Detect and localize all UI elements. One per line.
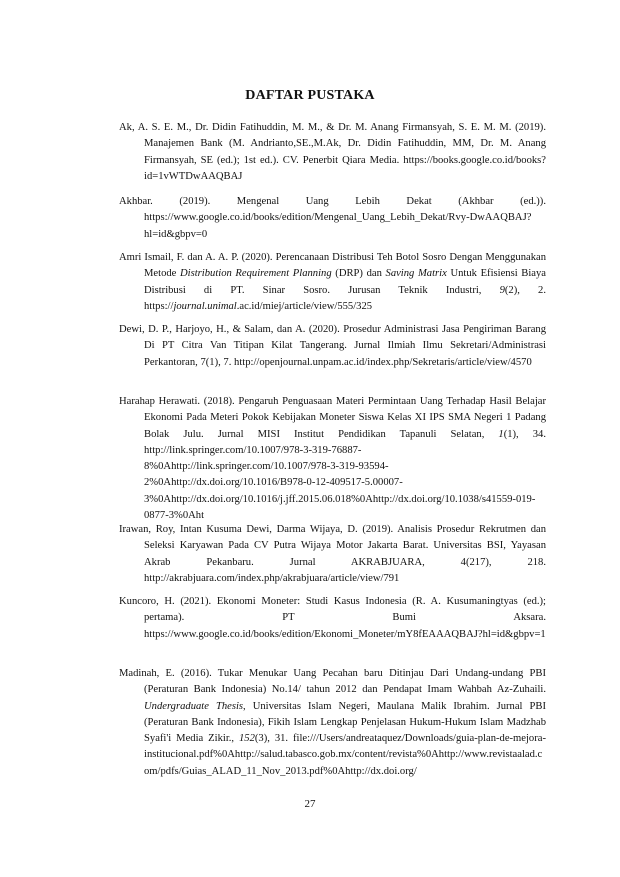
reference-entry xyxy=(119,250,546,315)
reference-text: (2), 2. https:// xyxy=(144,284,546,312)
reference-text: (1), 34. http://link.springer.com/10.1007/978-3-319-76887-8%0Ahttp://link.springer.com/10.1007/978-3-319-93594-2%0Ahttp://dx.doi.org/10.1016/B978-0-12-409517-5.00007-3%0Ahttp://dx.doi.org/10.1016/j.jff.2015.06.018%0Ahttp://dx.doi.org/10.1038/s41559-019-0877-3%0Aht xyxy=(144,428,546,522)
reference-text: Madinah, E. (2016). Tukar Menukar Uang Pecahan baru Ditinjau Dari Undang-undang PBI (Peraturan Bank Indonesia) No.14/ tahun 2012 dan Pendapat Imam Wahbah Az-Zuhaili. xyxy=(119,668,546,696)
reference-entry xyxy=(119,594,546,643)
reference-text: Irawan, Roy, Intan Kusuma Dewi, Darma Wijaya, D. (2019). Analisis Prosedur Rekrutmen dan Seleksi Karyawan Pada CV Putra Wijaya Motor Jakarta Barat. Universitas BSI, Yayasan Akrab Pekanbaru. Jurnal AKRABJUARA, 4(217), 218. http://akrabjuara.com/index.php/akrabjuara/article/view/791 xyxy=(119,524,546,584)
reference-text: (DRP) dan xyxy=(331,268,386,280)
reference-italic-text: journal.unimal xyxy=(173,300,237,312)
reference-italic-text: 9 xyxy=(499,284,505,296)
reference-text: .ac.id/miej/article/view/555/325 xyxy=(236,300,373,312)
reference-text: (3), 31. file:///Users/andreataquez/Downloads/guia-plan-de-mejora-institucional.pdf%0Ahttp://salud.tabasco.gob.mx/content/revista%0Ahttp://www.revistaalad.com/pdfs/Guias_ALAD_11_Nov_2013.pdf%0Ahttp://dx.doi.org/ xyxy=(144,733,546,777)
reference-entry xyxy=(119,522,546,587)
reference-text: Untuk Efisiensi Biaya Distribusi di PT. Sinar Sosro. Jurusan Teknik Industri, xyxy=(144,268,546,296)
reference-entry xyxy=(119,394,546,524)
reference-text: , Universitas Islam Negeri, Maulana Malik Ibrahim. Jurnal PBI (Peraturan Bank Indonesia), Fikih Islam Lengkap Penjelasan Hukum-Hukum Islam Madzhab Syafi'i Media Zikir., xyxy=(144,700,546,745)
reference-italic-text: 152 xyxy=(239,733,255,745)
reference-entry xyxy=(119,194,546,243)
reference-italic-text: Distribution Requirement Planning xyxy=(180,268,332,280)
reference-entry xyxy=(119,322,546,371)
reference-text: Ak, A. S. E. M., Dr. Didin Fatihuddin, M. M., & Dr. M. Anang Firmansyah, S. E. M. M. (2019). Manajemen Bank (M. Andrianto,SE.,M.Ak, Dr. Didin Fatihuddin, MM, Dr. M. Anang Firmansyah, SE (ed.); 1st ed.). CV. Penerbit Qiara Media. https://books.google.co.id/books?id=1vWTDwAAQBAJ xyxy=(119,122,546,182)
reference-entry xyxy=(119,120,546,185)
reference-text: Akhbar. (2019). Mengenal Uang Lebih Dekat (Akhbar (ed.)). https://www.google.co.id/books/edition/Mengenal_Uang_Lebih_Dekat/Rvy-DwAAQBAJ?hl=id&gbpv=0 xyxy=(119,196,546,240)
reference-italic-text: Saving Matrix xyxy=(385,268,447,280)
reference-text: Amri Ismail, F. dan A. A. P. (2020). Perencanaan Distribusi Teh Botol Sosro Dengan Menggunakan Metode xyxy=(119,252,546,280)
reference-italic-text: Undergraduate Thesis xyxy=(144,700,244,712)
reference-text: Kuncoro, H. (2021). Ekonomi Moneter: Studi Kasus Indonesia (R. A. Kusumaningtyas (ed.); pertama). PT Bumi Aksara. https://www.google.co.id/books/edition/Ekonomi_Moneter/mY8fEAAAQBAJ?hl=id&gbpv=1 xyxy=(119,596,546,640)
reference-italic-text: 1 xyxy=(498,428,504,440)
reference-text: Harahap Herawati. (2018). Pengaruh Penguasaan Materi Permintaan Uang Terhadap Hasil Belajar Ekonomi Pada Meteri Pokok Kebijakan Moneter Siswa Kelas XI IPS SMA Negeri 1 Padang Bolak Julu. Jurnal MISI Institut Pendidikan Tapanuli Selatan, xyxy=(119,396,546,440)
page-title: DAFTAR PUSTAKA xyxy=(245,88,375,103)
page-number: 27 xyxy=(304,798,316,810)
reference-text: Dewi, D. P., Harjoyo, H., & Salam, dan A. (2020). Prosedur Administrasi Jasa Pengiriman Barang Di PT Citra Van Titipan Kilat Tangerang. Jurnal Ilmiah Ilmu Sekretari/Administrasi Perkantoran, 7(1), 7. http://openjournal.unpam.ac.id/index.php/Sekretaris/article/view/4570 xyxy=(119,324,546,368)
reference-entry xyxy=(119,666,546,780)
